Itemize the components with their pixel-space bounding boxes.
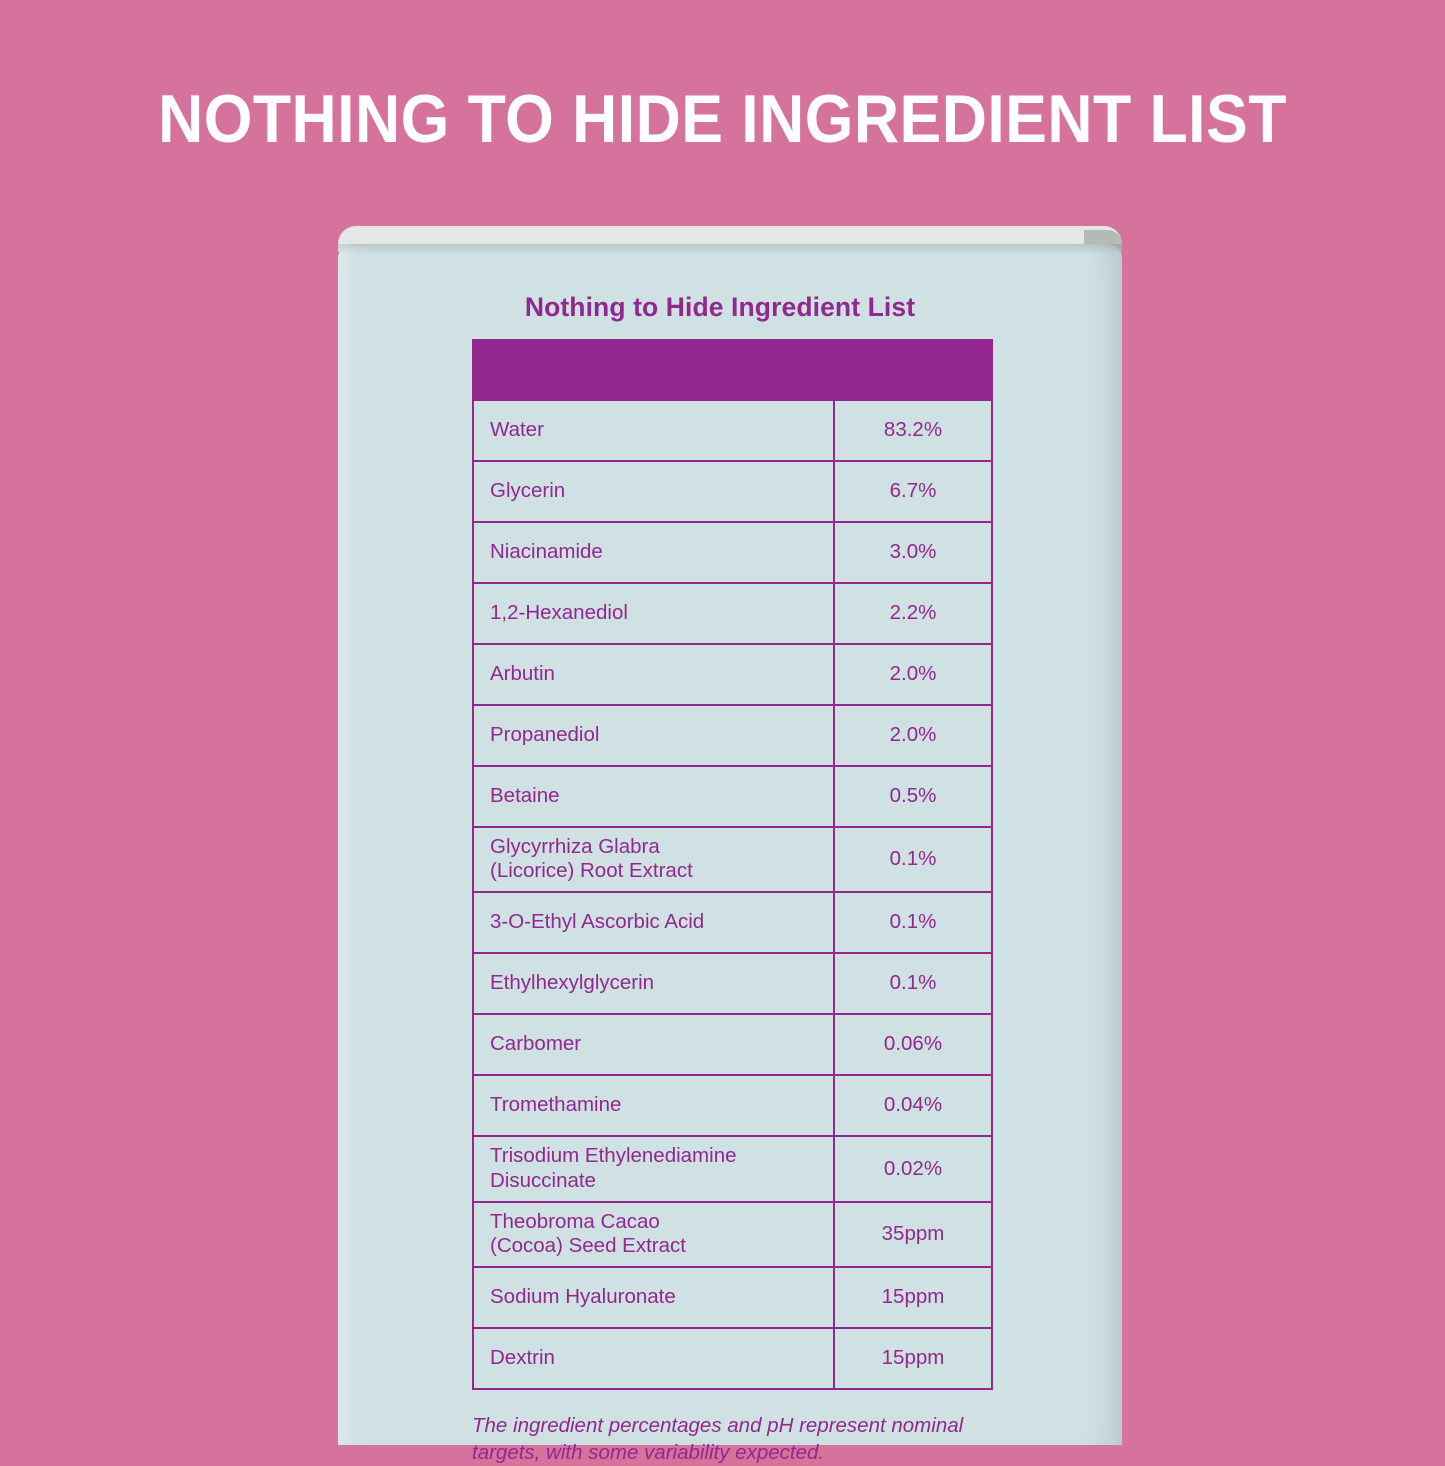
ingredient-name-line2: (Licorice) Root Extract [490,859,693,883]
ingredient-amount: 2.0% [834,705,992,766]
ingredient-amount: 0.06% [834,1014,992,1075]
ingredient-amount: 35ppm [834,1202,992,1267]
ingredient-name [473,1014,834,1075]
label-title: Nothing to Hide Ingredient List [524,292,916,322]
ingredient-name-line1: Niacinamide [490,539,603,563]
ingredient-amount: 2.0% [834,644,992,705]
ingredient-name-line1: Water [490,417,544,441]
ingredient-name-line1: Arbutin [490,661,555,685]
ingredient-name [473,1075,834,1136]
page-title: NOTHING TO HIDE INGREDIENT LIST [158,81,1287,157]
ingredient-name-line1: Glycyrrhiza Glabra [490,835,660,858]
ingredient-name [473,827,834,892]
ingredient-amount: 0.1% [834,892,992,953]
ingredient-amount: 0.02% [834,1136,992,1201]
table-row [473,766,992,827]
ingredient-name-line2: Disuccinate [490,1168,596,1192]
table-row [473,827,992,892]
ingredients-table [472,339,993,1390]
ingredient-name-line1: Betaine [490,783,560,807]
ingredient-name [473,1202,834,1267]
ingredient-name [473,644,834,705]
table-row [473,953,992,1014]
table-row [473,1267,992,1328]
ingredient-name [473,705,834,766]
table-row [473,1075,992,1136]
ingredient-name [473,583,834,644]
ingredient-amount: 15ppm [834,1328,992,1389]
ingredient-name [473,400,834,461]
ingredient-name [473,1136,834,1201]
table-row [473,1202,992,1267]
ingredient-name-line1: Ethylhexylglycerin [490,971,655,995]
table-row [473,1328,992,1389]
ingredient-name-line1: 1,2-Hexanediol [490,600,628,624]
ingredient-amount: 0.5% [834,766,992,827]
table-row [473,892,992,953]
ingredient-amount: 3.0% [834,522,992,583]
ingredient-name [473,461,834,522]
ingredient-amount: 0.1% [834,827,992,892]
ingredient-amount: 15ppm [834,1267,992,1328]
ingredient-name-line1: Glycerin [490,478,566,502]
ingredient-name-line1: Trisodium Ethylenediamine [490,1144,737,1168]
ingredient-name [473,953,834,1014]
column-header-amount: % / ppm [834,340,992,400]
table-row [473,1136,992,1201]
ingredient-amount: 0.04% [834,1075,992,1136]
ingredient-name [473,522,834,583]
ingredient-name-line1: Propanediol [490,722,600,746]
ingredient-name-line1: Theobroma Cacao [490,1209,660,1233]
ingredient-name-line1: 3-O-Ethyl Ascorbic Acid [490,910,705,934]
ingredient-name [473,1267,834,1328]
column-header-ingredients: Ingredients [473,340,834,400]
table-row [473,522,992,583]
label-footnote: The ingredient percentages and pH represent nominal targets, with some variability expected. [472,1414,964,1465]
table-row [473,705,992,766]
ingredient-name-line1: Dextrin [490,1346,555,1370]
ingredient-name-line1: Sodium Hyaluronate [490,1285,676,1309]
table-row [473,461,992,522]
ingredient-amount: 0.1% [834,953,992,1014]
box-front-panel [338,244,1122,1465]
ingredient-label [472,292,968,1466]
table-header-row [473,340,992,400]
product-box [338,226,1122,1465]
ingredient-amount: 2.2% [834,583,992,644]
ingredient-name [473,766,834,827]
table-row [473,1014,992,1075]
ingredient-amount: 6.7% [834,461,992,522]
ingredient-name-line1: Tromethamine [490,1093,622,1117]
ingredient-amount: 83.2% [834,400,992,461]
ingredient-name [473,892,834,953]
ingredient-name-line1: Carbomer [490,1032,582,1056]
table-row [473,400,992,461]
ingredient-name [473,1328,834,1389]
table-row [473,644,992,705]
ingredient-name-line2: (Cocoa) Seed Extract [490,1233,686,1257]
table-row [473,583,992,644]
